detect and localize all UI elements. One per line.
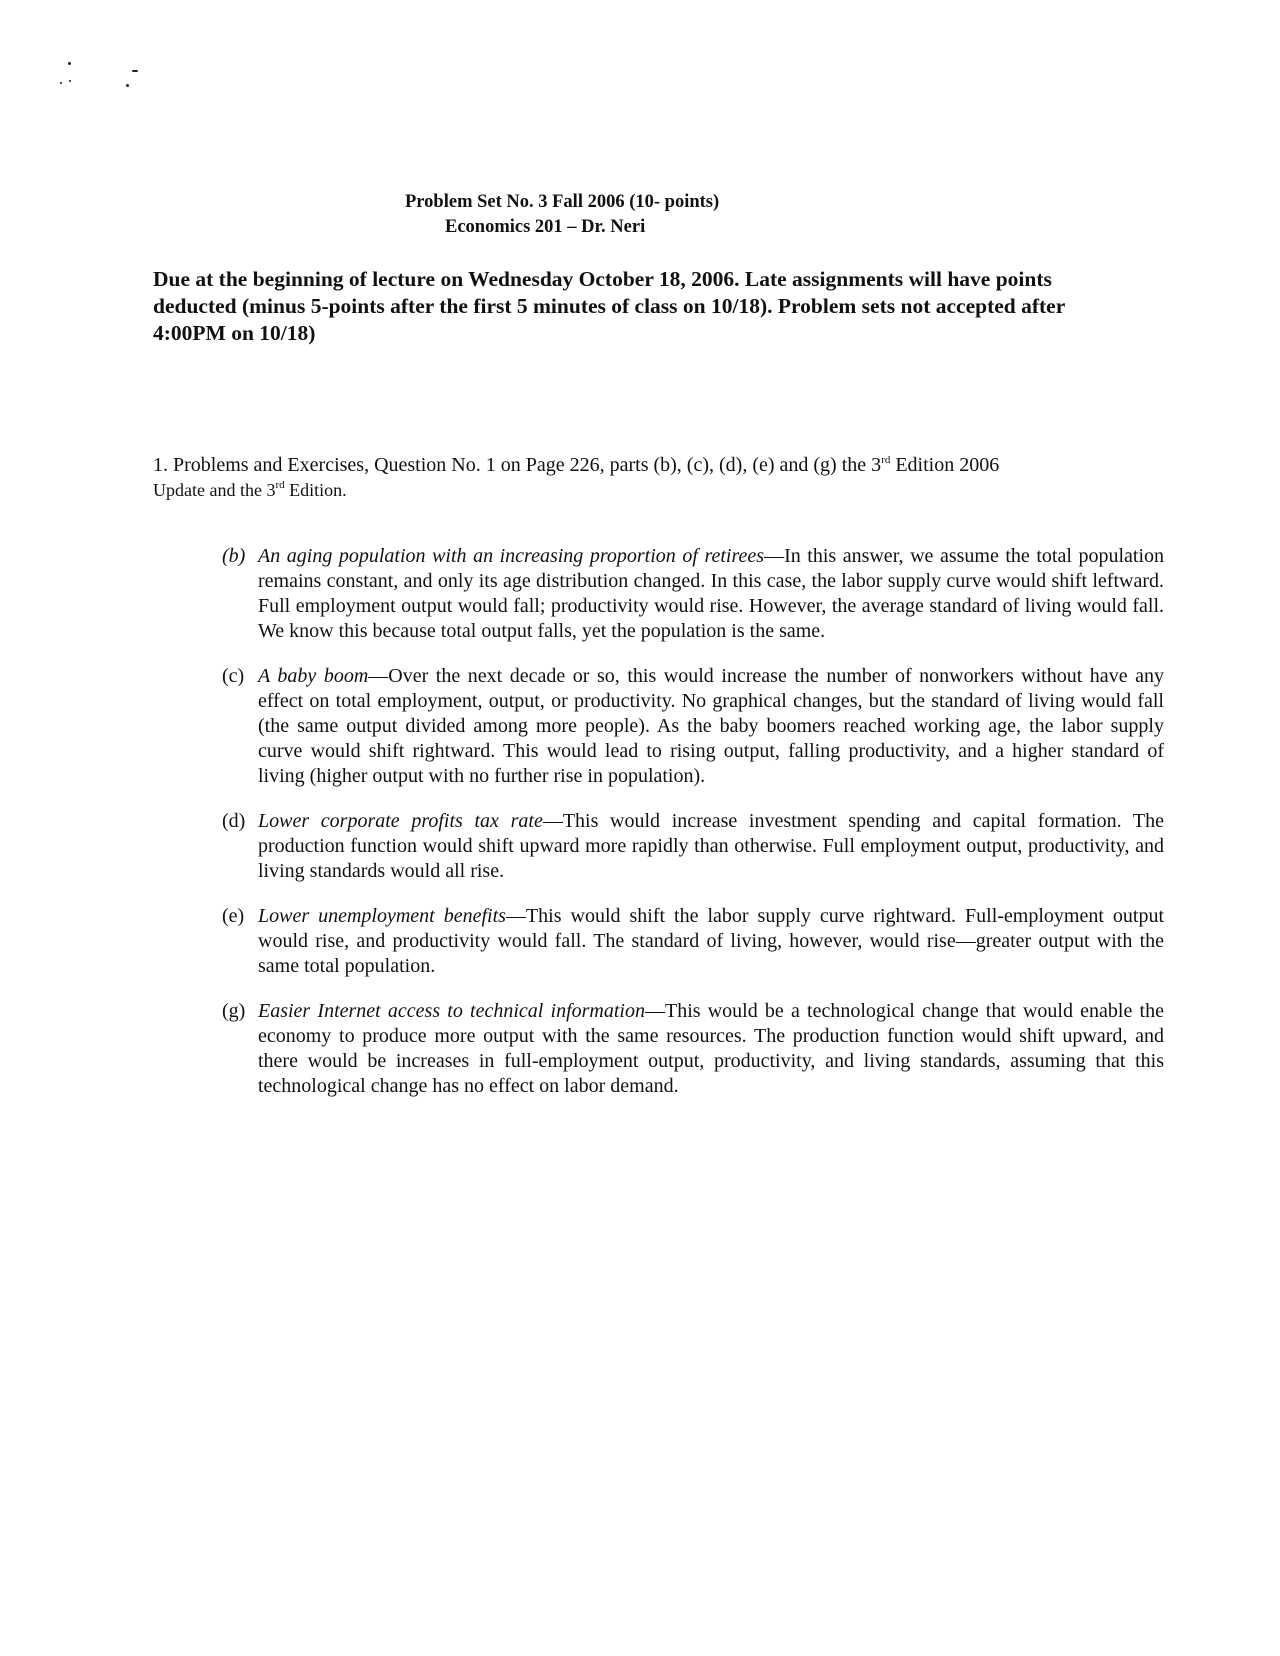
question-text-a: 1. Problems and Exercises, Question No. 1 on Page 226, parts (b), (c), (d), (e) and (g) the 3 — [153, 454, 882, 476]
answer-text: —This would increase investment spending and capital formation. The production function would shift upward more rapidly than otherwise. Full employment output, productivity, and living standards would all rise. — [258, 810, 1164, 882]
answer-text: —This would shift the labor supply curve rightward. Full-employment output would rise, and productivity would fall. The standard of living, however, would rise—greater output with the same total population. — [258, 905, 1165, 977]
answer-text: —In this answer, we assume the total population remains constant, and only its age distribution changed. In this case, the labor supply curve would shift leftward. Full employment output would fall; productivity would rise. However, the average standard of living would fall. We know this because total output falls, yet the population is the same. — [258, 545, 1164, 642]
question-prompt — [153, 453, 1143, 503]
question-text-b: Edition 2006 — [890, 454, 1000, 476]
question-text-c: Update and the 3 — [153, 480, 276, 500]
answer-label: (b) — [222, 545, 246, 567]
scan-speck — [68, 62, 71, 65]
answer-label: (g) — [222, 1000, 246, 1022]
answer-item-b — [222, 544, 1164, 644]
answer-topic: A baby boom — [258, 665, 369, 687]
answer-list — [222, 544, 1164, 1119]
answer-item-g — [222, 999, 1164, 1099]
answer-text: —This would be a technological change that would enable the economy to produce more output with the same resources. The production function would shift upward, and there would be increases in full-employment output, productivity, and living standards, assuming that this technological change has no effect on labor demand. — [258, 1000, 1164, 1097]
header-title: Problem Set No. 3 Fall 2006 (10- points) — [405, 192, 720, 212]
question-text-d: Edition. — [284, 480, 347, 500]
header-course: Economics 201 – Dr. Neri — [445, 217, 646, 237]
answer-topic: Lower unemployment benefits — [258, 905, 506, 927]
answer-label: (e) — [222, 905, 245, 927]
scan-speck — [69, 80, 71, 82]
answer-text: —Over the next decade or so, this would increase the number of nonworkers without have any effect on total employment, output, or productivity. No graphical changes, but the standard of living would fall (the same output divided among more people). As the baby boomers reached working age, the labor supply curve would shift rightward. This would lead to rising output, falling productivity, and a higher standard of living (higher output with no further rise in population). — [258, 665, 1164, 787]
answer-item-c — [222, 664, 1164, 789]
answer-topic: An aging population with an increasing proportion of retirees — [258, 545, 765, 567]
due-notice: Due at the beginning of lecture on Wednesday October 18, 2006. Late assignments will have points deducted (minus 5-points after the first 5 minutes of class on 10/18). Problem sets not accepted after 4:00PM on 10/18) — [153, 267, 1065, 345]
answer-topic: Lower corporate profits tax rate — [258, 810, 543, 832]
answer-label: (d) — [222, 810, 246, 832]
scan-speck — [126, 84, 129, 87]
answer-label: (c) — [222, 665, 245, 687]
question-sup-a: rd — [881, 454, 891, 466]
answer-item-e — [222, 904, 1164, 979]
question-sup-b: rd — [275, 479, 285, 491]
answer-item-d — [222, 809, 1164, 884]
answer-topic: Easier Internet access to technical information — [258, 1000, 645, 1022]
scan-speck — [132, 70, 138, 72]
scan-speck — [60, 82, 62, 84]
document-header — [405, 190, 719, 240]
